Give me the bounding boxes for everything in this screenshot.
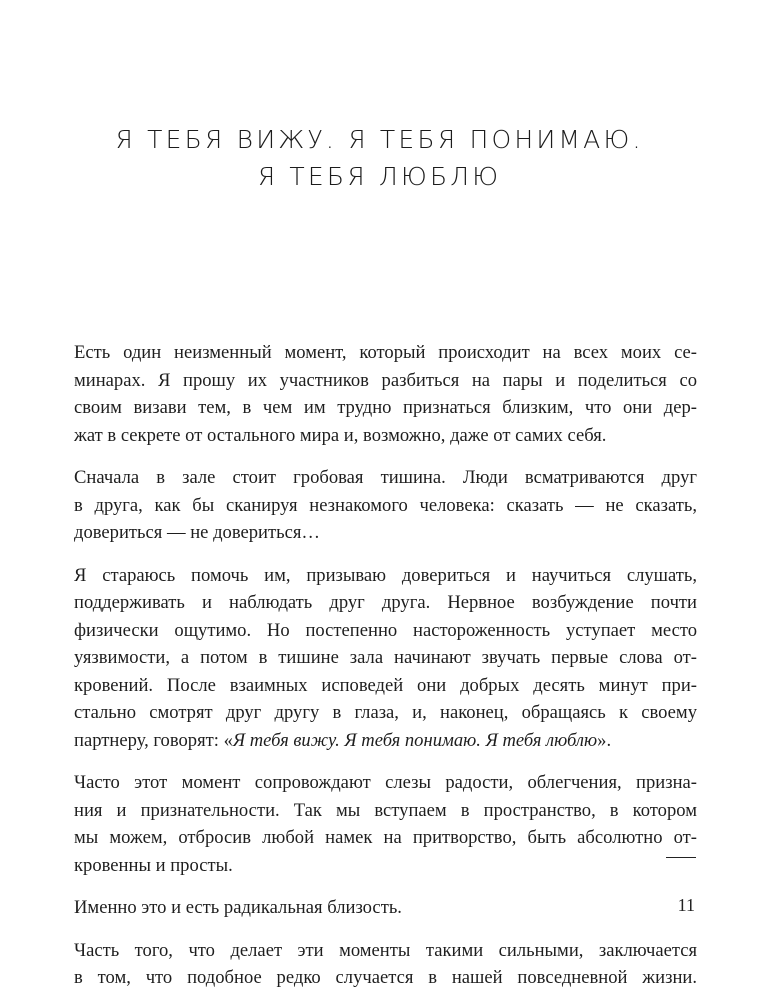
text-line: Часть того, что делает эти моменты такими сильными, заключается xyxy=(74,939,697,961)
text-line: стально смотрят друг другу в глаза, и, наконец, обращаясь к своему xyxy=(74,702,697,723)
footer-rule xyxy=(666,857,696,858)
paragraph-5 xyxy=(74,894,697,922)
text-line: Есть один неизменный момент, который происходит на всех моих се- xyxy=(74,342,697,363)
text-line: Я стараюсь помочь им, призываю довериться и научиться слушать, xyxy=(74,564,697,586)
chapter-title-line-1: Я ТЕБЯ ВИЖУ. Я ТЕБЯ ПОНИМАЮ. xyxy=(115,125,644,154)
text-line: в том, что подобное редко случается в нашей повседневной жизни. xyxy=(74,967,697,988)
italic-quote: Я тебя вижу. Я тебя понимаю. Я тебя люблю xyxy=(232,729,598,751)
text-line: в друга, как бы сканируя незнакомого человека: сказать — не сказать, xyxy=(74,494,697,516)
text-line: ния и признательности. Так мы вступаем в пространство, в котором xyxy=(74,799,697,821)
text-line: уязвимости, а потом в тишине зала начинают звучать первые слова от- xyxy=(74,647,697,668)
text-line: мы можем, отбросив любой намек на притворство, быть абсолютно от- xyxy=(74,827,697,848)
text-line: жат в секрете от остального мира и, возможно, даже от самих себя. xyxy=(74,424,607,446)
page-number: 11 xyxy=(677,895,695,915)
text-line: поддерживать и наблюдать друг друга. Нервное возбуждение почти xyxy=(74,592,697,613)
quote-prefix: партнеру, говорят: « xyxy=(74,729,233,751)
text-line: Часто этот момент сопровождают слезы радости, облегчения, призна- xyxy=(74,772,697,793)
text-line: минарах. Я прошу их участников разбиться на пары и поделиться со xyxy=(74,369,697,391)
text-line: Именно это и есть радикальная близость. xyxy=(74,897,402,918)
chapter-title-line-2: Я ТЕБЯ ЛЮБЛЮ xyxy=(257,162,502,191)
paragraph-6 xyxy=(74,937,697,992)
text-line: кровений. После взаимных исповедей они добрых десять минут при- xyxy=(74,674,697,696)
text-line: своим визави тем, в чем им трудно признаться близким, что они дер- xyxy=(74,397,697,418)
quote-suffix: ». xyxy=(597,729,612,751)
body-text xyxy=(74,339,697,992)
text-line: физически ощутимо. Но постепенно настороженность уступает место xyxy=(74,619,697,641)
text-line: Сначала в зале стоит гробовая тишина. Люди всматриваются друг xyxy=(74,467,697,488)
text-line-with-quote xyxy=(74,727,697,755)
paragraph-3 xyxy=(74,562,697,755)
paragraph-2 xyxy=(74,464,697,547)
paragraph-4 xyxy=(74,769,697,879)
text-line: кровенны и просты. xyxy=(74,854,233,876)
paragraph-1 xyxy=(74,339,697,449)
text-line: довериться — не довериться… xyxy=(74,522,321,543)
